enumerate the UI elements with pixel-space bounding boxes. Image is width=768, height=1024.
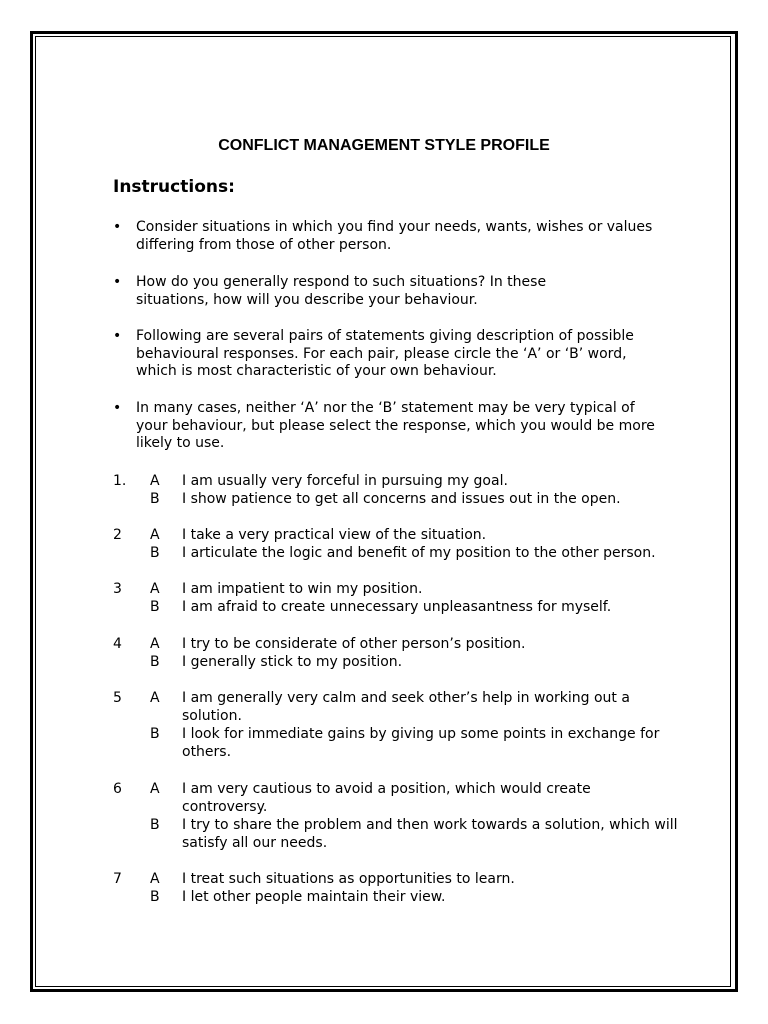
option-b-text: I generally stick to my position. <box>182 654 403 670</box>
page-title: CONFLICT MANAGEMENT STYLE PROFILE <box>218 137 550 154</box>
option-b-text: I look for immediate gains by giving up some points in exchange for others. <box>182 726 660 760</box>
option-a-text: I am generally very calm and seek other’s help in working out a solution. <box>182 690 630 724</box>
option-a-label: A <box>150 871 160 887</box>
question-number: 5 <box>113 690 122 706</box>
instructions-heading: Instructions: <box>113 177 235 197</box>
option-a-label: A <box>150 581 160 597</box>
option-b-label: B <box>150 726 160 742</box>
option-b-label: B <box>150 654 160 670</box>
option-a-label: A <box>150 781 160 797</box>
option-a-label: A <box>150 527 160 543</box>
bullet-icon: • <box>113 219 122 235</box>
option-a-label: A <box>150 473 160 489</box>
bullet-icon: • <box>113 400 122 416</box>
question-number: 1. <box>113 473 127 489</box>
question-number: 4 <box>113 636 122 652</box>
option-a-label: A <box>150 690 160 706</box>
option-b-label: B <box>150 889 160 905</box>
option-b-label: B <box>150 599 160 615</box>
option-a-text: I am usually very forceful in pursuing my goal. <box>182 473 508 489</box>
instruction-text: Consider situations in which you find your needs, wants, wishes or values differing from those of other person. <box>136 219 653 253</box>
option-a-label: A <box>150 636 160 652</box>
option-b-text: I show patience to get all concerns and issues out in the open. <box>182 491 621 507</box>
option-a-text: I am very cautious to avoid a position, which would create controversy. <box>182 781 591 815</box>
option-a-text: I am impatient to win my position. <box>182 581 423 597</box>
option-b-text: I am afraid to create unnecessary unpleasantness for myself. <box>182 599 612 615</box>
instruction-text: Following are several pairs of statements giving description of possible behavioural responses. For each pair, please circle the ‘A’ or ‘B’ word, which is most characteristic of your own behaviour. <box>136 328 634 379</box>
question-number: 7 <box>113 871 122 887</box>
question-number: 6 <box>113 781 122 797</box>
question-number: 2 <box>113 527 122 543</box>
option-b-text: I articulate the logic and benefit of my position to the other person. <box>182 545 656 561</box>
option-b-text: I try to share the problem and then work towards a solution, which will satisfy all our needs. <box>182 817 678 851</box>
instruction-text: How do you generally respond to such situations? In these situations, how will you describe your behaviour. <box>136 274 547 308</box>
question-number: 3 <box>113 581 122 597</box>
option-b-label: B <box>150 817 160 833</box>
option-b-label: B <box>150 491 160 507</box>
option-b-label: B <box>150 545 160 561</box>
option-a-text: I take a very practical view of the situation. <box>182 527 487 543</box>
option-a-text: I try to be considerate of other person’s position. <box>182 636 526 652</box>
option-a-text: I treat such situations as opportunities to learn. <box>182 871 515 887</box>
option-b-text: I let other people maintain their view. <box>182 889 446 905</box>
bullet-icon: • <box>113 328 122 344</box>
bullet-icon: • <box>113 274 122 290</box>
instruction-text: In many cases, neither ‘A’ nor the ‘B’ statement may be very typical of your behaviour, but please select the response, which you would be more likely to use. <box>136 400 655 451</box>
